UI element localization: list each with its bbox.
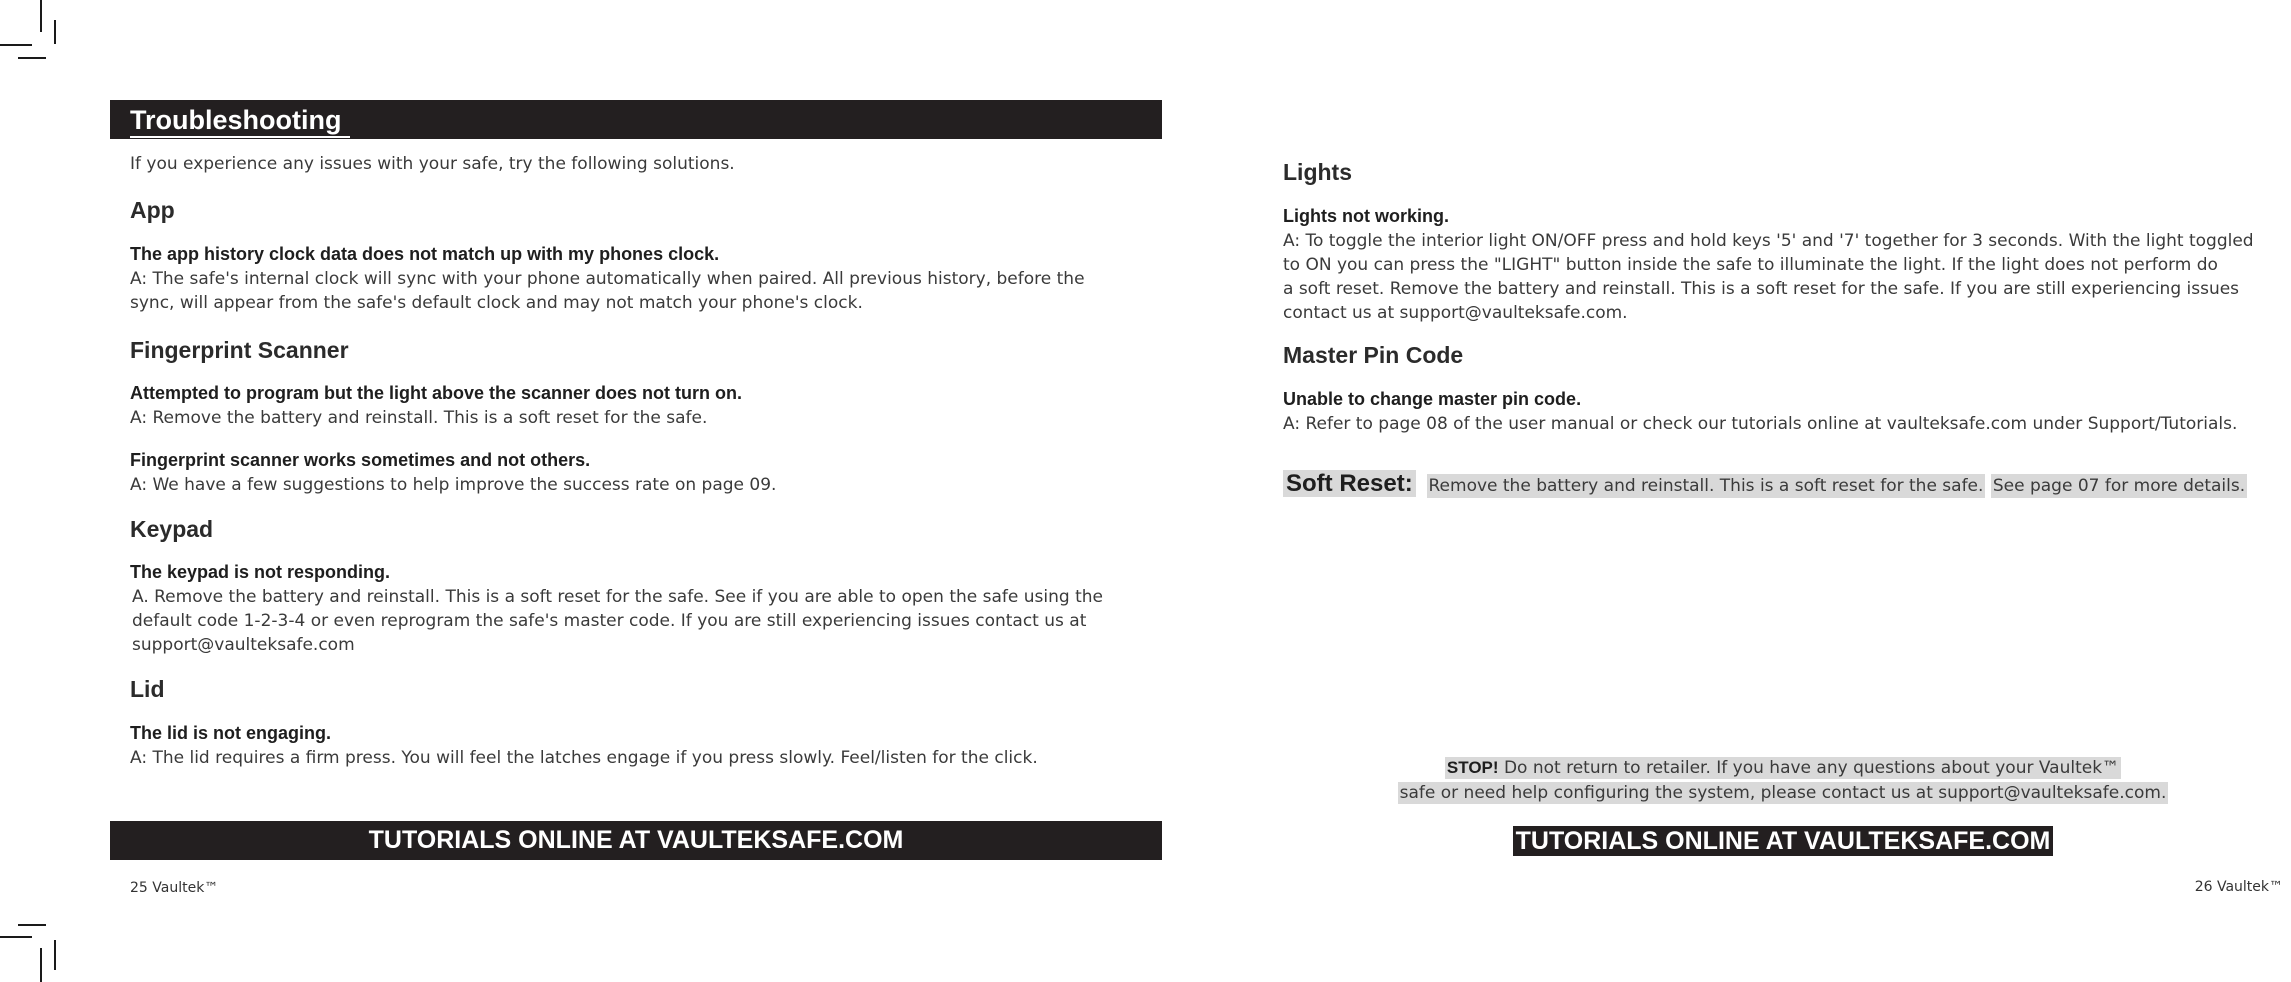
section-heading-fingerprint: Fingerprint Scanner — [130, 337, 349, 363]
stop-line-1 — [1445, 757, 2121, 779]
page-title: Troubleshooting — [130, 105, 342, 135]
answer-line: default code 1-2-3-4 or even reprogram the safe's master code. If you are still experiencing issues contact us at — [132, 611, 1087, 631]
question-keypad: The keypad is not responding. — [130, 562, 391, 582]
soft-reset-text: Remove the battery and reinstall. This is a soft reset for the safe. — [1428, 476, 1984, 496]
stop-line-1-text: Do not return to retailer. If you have any questions about your Vaultek™ — [1498, 758, 2120, 778]
section-heading-keypad: Keypad — [130, 516, 214, 542]
soft-reset-more: See page 07 for more details. — [1992, 476, 2246, 496]
tutorials-banner-text: TUTORIALS ONLINE AT VAULTEKSAFE.COM — [368, 826, 904, 854]
answer-lights — [1283, 229, 2283, 325]
stop-notice — [1283, 755, 2283, 806]
soft-reset-note — [1283, 470, 2247, 498]
crop-mark — [54, 940, 56, 970]
section-heading-lid: Lid — [130, 676, 165, 702]
question-lid: The lid is not engaging. — [130, 723, 331, 743]
question-app-clock: The app history clock data does not match up with my phones clock. — [130, 244, 720, 264]
title-underline — [130, 136, 350, 138]
answer-line: contact us at support@vaulteksafe.com. — [1283, 303, 1628, 323]
answer-line: sync, will appear from the safe's default clock and may not match your phone's clock. — [130, 293, 863, 313]
tutorials-banner — [110, 821, 1162, 860]
answer-scanner-light: A: Remove the battery and reinstall. This is a soft reset for the safe. — [130, 408, 708, 428]
tutorials-banner-right — [1283, 826, 2283, 856]
question-scanner-intermittent: Fingerprint scanner works sometimes and not others. — [130, 450, 591, 470]
soft-reset-label: Soft Reset: — [1283, 470, 1416, 497]
crop-mark — [40, 948, 42, 982]
crop-mark — [0, 44, 32, 46]
answer-app-clock — [130, 267, 1162, 315]
page-number: 25 Vaultek™ — [130, 880, 219, 896]
title-banner — [110, 100, 1162, 139]
answer-line: A: To toggle the interior light ON/OFF press and hold keys '5' and '7' together for 3 seconds. With the light toggled — [1283, 231, 2254, 251]
intro-text: If you experience any issues with your safe, try the following solutions. — [130, 154, 735, 174]
answer-line: A. Remove the battery and reinstall. This is a soft reset for the safe. See if you are able to open the safe using the — [132, 587, 1103, 607]
page-number-right: 26 Vaultek™ — [2194, 879, 2283, 895]
tutorials-banner-right-text: TUTORIALS ONLINE AT VAULTEKSAFE.COM — [1513, 826, 2054, 856]
answer-line: support@vaulteksafe.com — [132, 635, 355, 655]
crop-mark — [40, 0, 42, 32]
answer-line: A: The safe's internal clock will sync with your phone automatically when paired. All previous history, before the — [130, 269, 1085, 289]
section-heading-app: App — [130, 197, 175, 223]
crop-mark — [18, 924, 46, 926]
answer-scanner-intermittent: A: We have a few suggestions to help improve the success rate on page 09. — [130, 475, 777, 495]
crop-mark — [18, 57, 46, 59]
stop-line-2: safe or need help configuring the system, please contact us at support@vaulteksafe.com. — [1399, 783, 2167, 803]
question-master-pin: Unable to change master pin code. — [1283, 389, 1582, 409]
section-heading-lights: Lights — [1283, 159, 1352, 185]
crop-mark — [54, 20, 56, 44]
answer-lid: A: The lid requires a firm press. You will feel the latches engage if you press slowly. Feel/listen for the click. — [130, 748, 1038, 768]
answer-line: a soft reset. Remove the battery and reinstall. This is a soft reset for the safe. If you are still experiencing issues — [1283, 279, 2240, 299]
crop-mark — [0, 936, 32, 938]
answer-line: to ON you can press the "LIGHT" button inside the safe to illuminate the light. If the light does not perform do — [1283, 255, 2218, 275]
section-heading-master-pin: Master Pin Code — [1283, 342, 1464, 368]
question-scanner-light: Attempted to program but the light above the scanner does not turn on. — [130, 383, 743, 403]
answer-keypad — [132, 585, 1162, 657]
stop-lead: STOP! — [1446, 758, 1499, 777]
question-lights: Lights not working. — [1283, 206, 1449, 226]
answer-master-pin: A: Refer to page 08 of the user manual or check our tutorials online at vaulteksafe.com under Support/Tutorials. — [1283, 414, 2238, 434]
